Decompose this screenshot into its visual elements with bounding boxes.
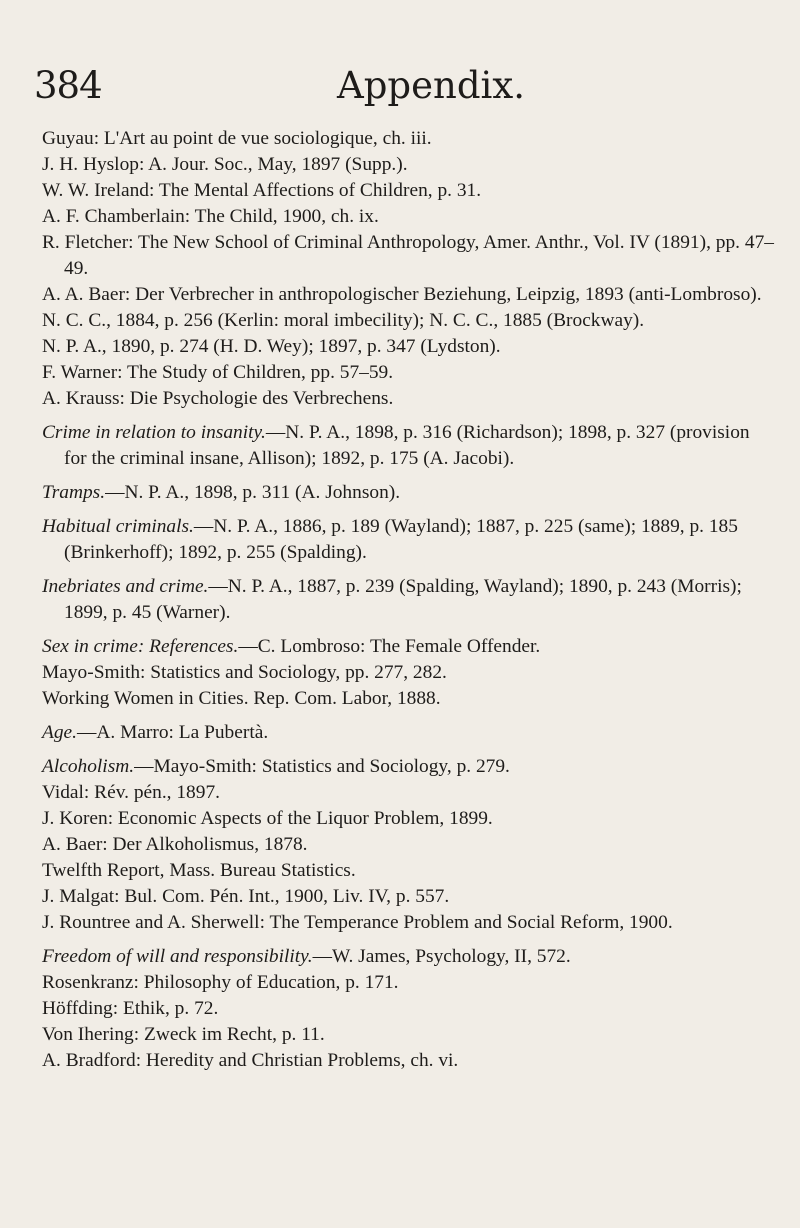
bibliography-entry — [42, 204, 777, 230]
entry-text: A. Bradford: Heredity and Christian Problems, ch. vi. — [42, 1050, 459, 1071]
running-head: Appendix. — [337, 64, 525, 107]
bibliography-entry — [42, 334, 777, 360]
entry-text: F. Warner: The Study of Children, pp. 57–59. — [42, 362, 394, 383]
bibliography-entry — [42, 660, 777, 686]
entry-text: J. Koren: Economic Aspects of the Liquor Problem, 1899. — [42, 808, 493, 829]
entry-text: —N. P. A., 1898, p. 316 (Richardson); 1898, p. 327 (provision for the criminal insane, Allison); 1892, p. 175 (A. Jacobi). — [64, 422, 750, 469]
bibliography-entry — [42, 832, 777, 858]
bibliography-entry — [42, 178, 777, 204]
bibliography-entry — [42, 152, 777, 178]
entry-text: W. W. Ireland: The Mental Affections of Children, p. 31. — [42, 180, 482, 201]
bibliography-entry — [42, 780, 777, 806]
entry-text: Mayo-Smith: Statistics and Sociology, pp. 277, 282. — [42, 662, 447, 683]
bibliography-entry — [42, 1048, 777, 1074]
bibliography-entry — [42, 360, 777, 386]
topic-heading: Sex in crime: References. — [42, 636, 239, 657]
bibliography-entry — [42, 386, 777, 412]
bibliography-list — [42, 126, 777, 1074]
bibliography-entry — [42, 754, 777, 780]
bibliography-entry — [42, 126, 777, 152]
bibliography-entry — [42, 514, 777, 566]
bibliography-entry — [42, 910, 777, 936]
topic-heading: Alcoholism. — [42, 756, 135, 777]
bibliography-entry — [42, 634, 777, 660]
bibliography-entry — [42, 574, 777, 626]
bibliography-entry — [42, 282, 777, 308]
entry-text: —N. P. A., 1898, p. 311 (A. Johnson). — [105, 482, 401, 503]
bibliography-entry — [42, 944, 777, 970]
entry-text: J. H. Hyslop: A. Jour. Soc., May, 1897 (Supp.). — [42, 154, 408, 175]
entry-text: —N. P. A., 1886, p. 189 (Wayland); 1887, p. 225 (same); 1889, p. 185 (Brinkerhoff); 1892, p. 255 (Spalding). — [64, 516, 738, 563]
bibliography-entry — [42, 1022, 777, 1048]
bibliography-entry — [42, 720, 777, 746]
entry-text: N. P. A., 1890, p. 274 (H. D. Wey); 1897, p. 347 (Lydston). — [42, 336, 501, 357]
entry-text: R. Fletcher: The New School of Criminal Anthropology, Amer. Anthr., Vol. IV (1891), pp. 47–49. — [42, 232, 774, 279]
entry-text: Von Ihering: Zweck im Recht, p. 11. — [42, 1024, 325, 1045]
bibliography-entry — [42, 884, 777, 910]
entry-text: Vidal: Rév. pén., 1897. — [42, 782, 220, 803]
entry-text: Rosenkranz: Philosophy of Education, p. 171. — [42, 972, 399, 993]
topic-heading: Habitual criminals. — [42, 516, 194, 537]
bibliography-entry — [42, 806, 777, 832]
entry-text: A. A. Baer: Der Verbrecher in anthropologischer Beziehung, Leipzig, 1893 (anti-Lombroso). — [42, 284, 762, 305]
page-number: 384 — [34, 64, 102, 107]
bibliography-entry — [42, 480, 777, 506]
topic-heading: Crime in relation to insanity. — [42, 422, 266, 443]
bibliography-entry — [42, 996, 777, 1022]
topic-heading: Tramps. — [42, 482, 106, 503]
entry-text: N. C. C., 1884, p. 256 (Kerlin: moral imbecility); N. C. C., 1885 (Brockway). — [42, 310, 645, 331]
entry-text: Twelfth Report, Mass. Bureau Statistics. — [42, 860, 356, 881]
entry-text: J. Malgat: Bul. Com. Pén. Int., 1900, Liv. IV, p. 557. — [42, 886, 450, 907]
entry-text: —A. Marro: La Pubertà. — [77, 722, 269, 743]
bibliography-entry — [42, 858, 777, 884]
bibliography-entry — [42, 420, 777, 472]
bibliography-entry — [42, 308, 777, 334]
topic-heading: Freedom of will and responsibility. — [42, 946, 313, 967]
bibliography-entry — [42, 970, 777, 996]
entry-text: —N. P. A., 1887, p. 239 (Spalding, Wayland); 1890, p. 243 (Morris); 1899, p. 45 (Warner). — [64, 576, 742, 623]
entry-text: Working Women in Cities. Rep. Com. Labor, 1888. — [42, 688, 441, 709]
entry-text: Guyau: L'Art au point de vue sociologique, ch. iii. — [42, 128, 432, 149]
entry-text: Höffding: Ethik, p. 72. — [42, 998, 219, 1019]
entry-text: —Mayo-Smith: Statistics and Sociology, p. 279. — [134, 756, 510, 777]
topic-heading: Age. — [42, 722, 77, 743]
entry-text: A. F. Chamberlain: The Child, 1900, ch. ix. — [42, 206, 379, 227]
entry-text: J. Rountree and A. Sherwell: The Temperance Problem and Social Reform, 1900. — [42, 912, 673, 933]
entry-text: —C. Lombroso: The Female Offender. — [238, 636, 541, 657]
topic-heading: Inebriates and crime. — [42, 576, 209, 597]
entry-text: A. Krauss: Die Psychologie des Verbrechens. — [42, 388, 394, 409]
bibliography-entry — [42, 686, 777, 712]
bibliography-entry — [42, 230, 777, 282]
entry-text: A. Baer: Der Alkoholismus, 1878. — [42, 834, 308, 855]
entry-text: —W. James, Psychology, II, 572. — [312, 946, 571, 967]
